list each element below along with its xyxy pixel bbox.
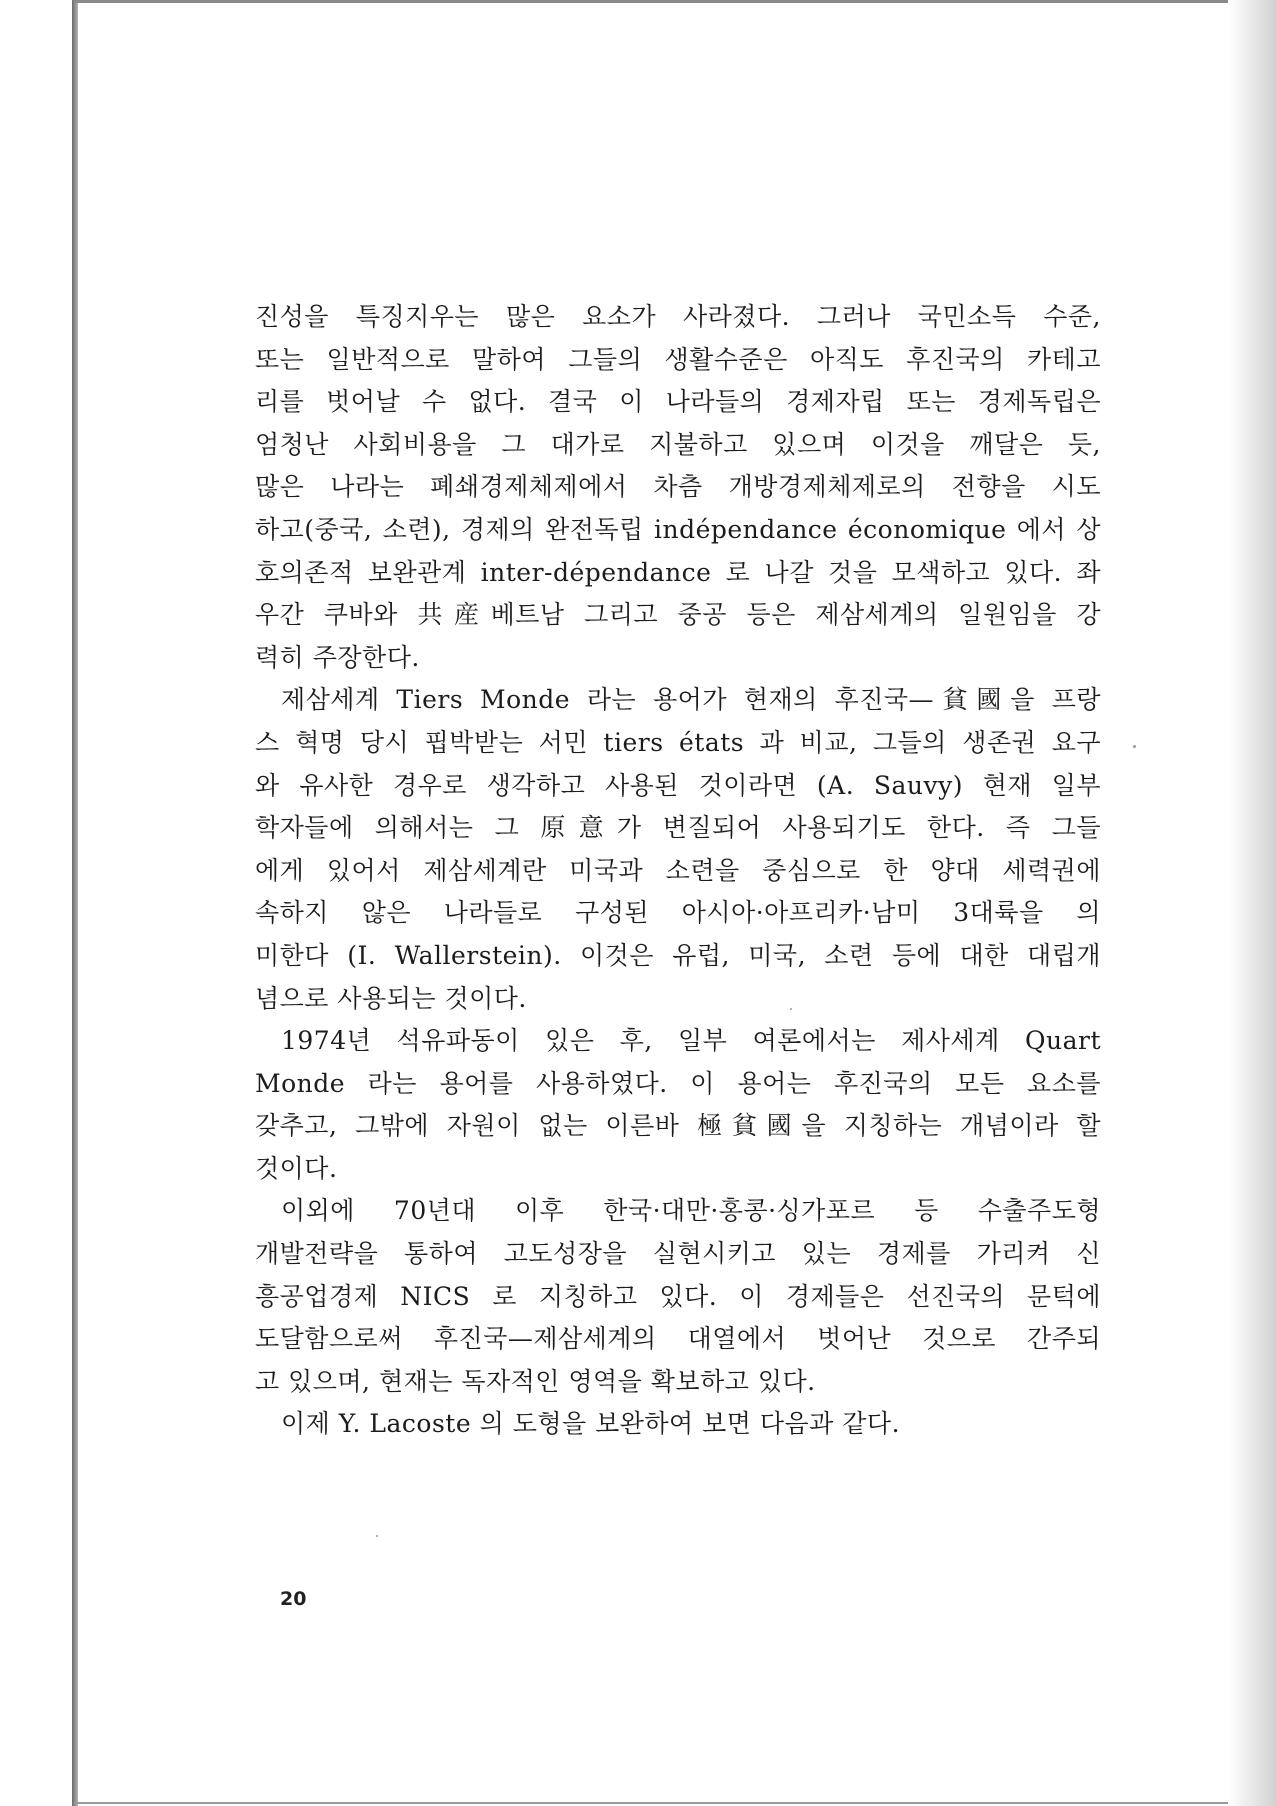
text-line: 속하지 않은 나라들로 구성된 아시아·아프리카·남미 3대륙을 의	[255, 898, 1101, 928]
text-line: 리를 벗어날 수 없다. 결국 이 나라들의 경제자립 또는 경제독립은	[255, 387, 1101, 417]
text-line: 에게 있어서 제삼세계란 미국과 소련을 중심으로 한 양대 세력권에	[255, 855, 1101, 885]
text-line: Monde 라는 용어를 사용하였다. 이 용어는 후진국의 모든 요소를	[255, 1068, 1101, 1098]
text-line: 학자들에 의해서는 그 原意가 변질되어 사용되기도 한다. 즉 그들	[255, 813, 1101, 843]
paragraph-start-line: 제삼세계 Tiers Monde 라는 용어가 현재의 후진국—貧國을 프랑	[281, 685, 1101, 715]
body-text	[255, 296, 1101, 1446]
text-line: 미한다 (I. Wallerstein). 이것은 유럽, 미국, 소련 등에 대한 대립개	[255, 940, 1101, 970]
text-line: 것이다.	[255, 1153, 338, 1183]
text-line: 많은 나라는 폐쇄경제체제에서 차츰 개방경제체제로의 전향을 시도	[255, 472, 1101, 502]
text-line: 도달함으로써 후진국—제삼세계의 대열에서 벗어난 것으로 간주되	[255, 1324, 1101, 1354]
text-line: 또는 일반적으로 말하여 그들의 생활수준은 아직도 후진국의 카테고	[255, 344, 1101, 374]
page-left-edge	[72, 0, 78, 1806]
text-line: 흥공업경제 NICS 로 지칭하고 있다. 이 경제들은 선진국의 문턱에	[255, 1281, 1101, 1311]
paragraph-start-line: 1974년 석유파동이 있은 후, 일부 여론에서는 제사세계 Quart	[281, 1026, 1101, 1056]
text-line: 엄청난 사회비용을 그 대가로 지불하고 있으며 이것을 깨달은 듯,	[255, 429, 1101, 459]
page-number: 20	[280, 1588, 307, 1610]
page-right-edge	[1228, 0, 1276, 1806]
text-line: 고 있으며, 현재는 독자적인 영역을 확보하고 있다.	[255, 1366, 816, 1396]
text-line: 와 유사한 경우로 생각하고 사용된 것이라면 (A. Sauvy) 현재 일부	[255, 770, 1101, 800]
text-line: 개발전략을 통하여 고도성장을 실현시키고 있는 경제를 가리켜 신	[255, 1239, 1101, 1269]
paragraph-start-line: 이제 Y. Lacoste 의 도형을 보완하여 보면 다음과 같다.	[281, 1409, 901, 1439]
text-line: 호의존적 보완관계 inter-dépendance 로 나갈 것을 모색하고 있다. 좌	[255, 557, 1101, 587]
text-line: 념으로 사용되는 것이다.	[255, 983, 527, 1013]
paragraph-start-line: 이외에 70년대 이후 한국·대만·홍콩·싱가포르 등 수출주도형	[281, 1196, 1101, 1226]
scan-speck	[376, 1535, 378, 1537]
text-line: 진성을 특징지우는 많은 요소가 사라졌다. 그러나 국민소득 수준,	[255, 302, 1101, 331]
page-bottom-edge	[74, 1802, 1244, 1804]
text-line: 갖추고, 그밖에 자원이 없는 이른바 極貧國을 지칭하는 개념이라 할	[255, 1111, 1101, 1141]
text-line: 하고(중국, 소련), 경제의 완전독립 indépendance économique 에서 상	[255, 514, 1101, 544]
text-line: 력히 주장한다.	[255, 642, 420, 672]
page-top-edge	[74, 0, 1244, 3]
text-line: 스 혁명 당시 핍박받는 서민 tiers états 과 비교, 그들의 생존권 요구	[255, 727, 1101, 757]
scan-speck	[1133, 745, 1136, 748]
text-line: 우간 쿠바와 共産베트남 그리고 중공 등은 제삼세계의 일원임을 강	[255, 600, 1101, 630]
